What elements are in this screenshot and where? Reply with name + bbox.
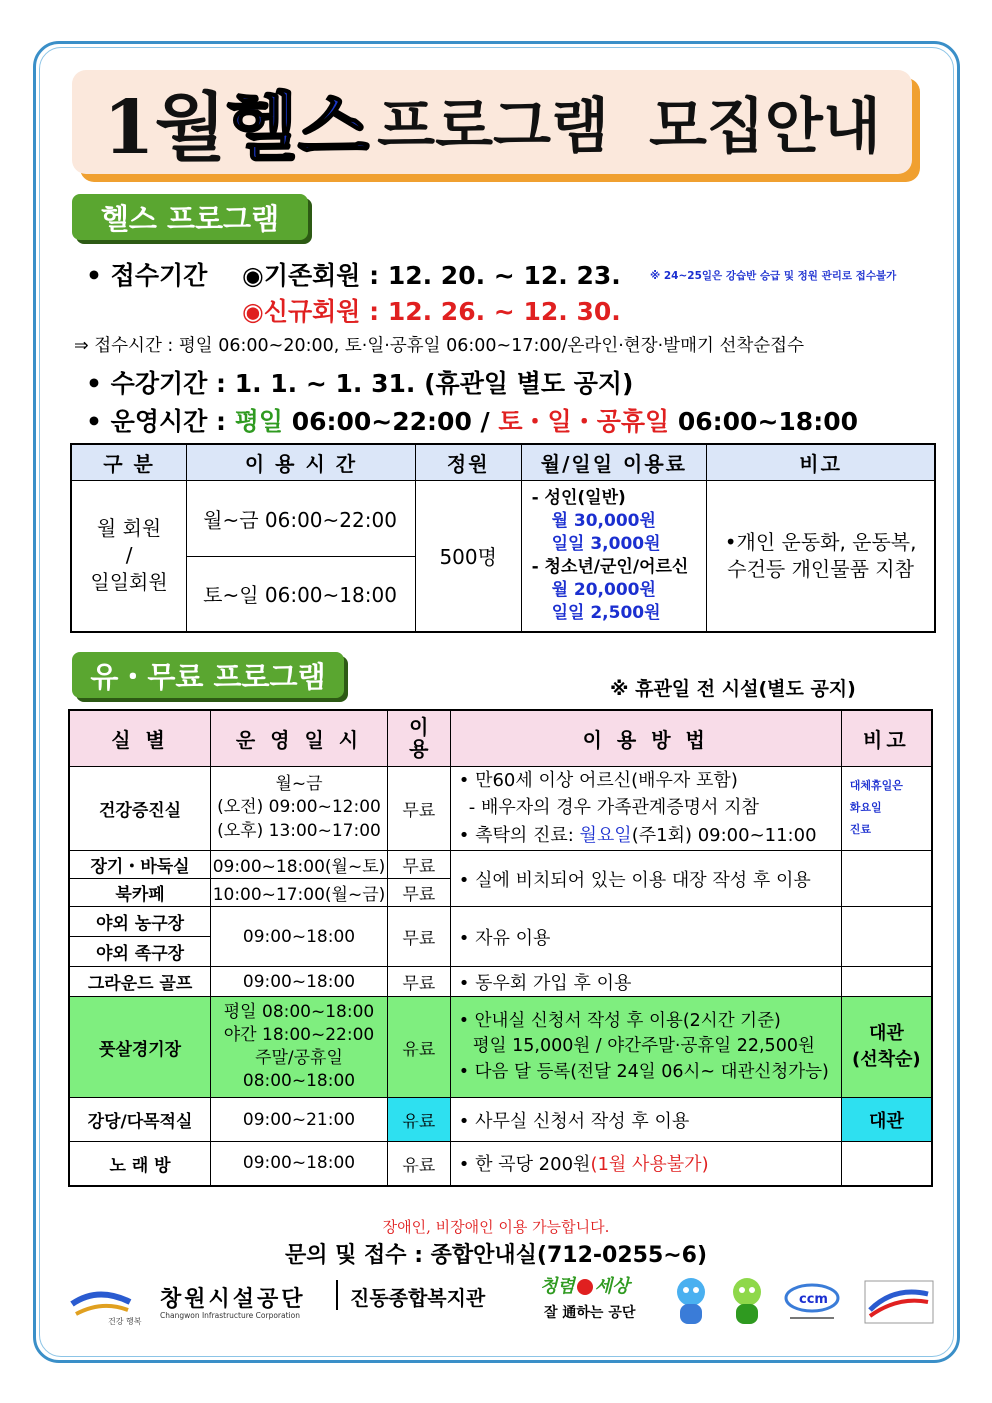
t2-header-note: 비고 xyxy=(841,710,932,766)
room-time: 09:00~18:00 xyxy=(211,967,388,997)
futsal-method-3: • 다음 달 등록(전달 24일 06시~ 대관신청가능) xyxy=(458,1061,829,1082)
t1-fee-cell xyxy=(521,480,707,632)
paid-section-tab: 유・무료 프로그램 xyxy=(72,652,344,698)
op-weekday-label: 평일 xyxy=(234,407,284,436)
t1-fee-adult-label: - 성인(일반) xyxy=(531,487,626,508)
room-fee: 유료 xyxy=(387,997,450,1098)
room-name: 그라운드 골프 xyxy=(69,967,211,997)
room-method: • 실에 비치되어 있는 이용 대장 작성 후 이용 xyxy=(450,851,841,907)
room-time: 09:00~18:00 xyxy=(211,1142,388,1186)
room-note xyxy=(841,851,932,907)
health-method-1: • 만60세 이상 어르신(배우자 포함) xyxy=(458,769,738,791)
table-row xyxy=(69,766,932,851)
room-name: 북카페 xyxy=(69,879,211,907)
t1-capacity: 500명 xyxy=(415,480,521,632)
course-period: • 수강기간 : 1. 1. ~ 1. 31. (휴관일 별도 공지) xyxy=(86,369,634,398)
room-fee: 유료 xyxy=(387,1098,450,1142)
t1-fee-adult-day: 일일 3,000원 xyxy=(551,533,661,554)
room-note: 대관 (선착순) xyxy=(841,997,932,1098)
footer-contact: 문의 및 접수 : 종합안내실(712-0255~6) xyxy=(284,1243,708,1268)
divider xyxy=(336,1280,338,1310)
room-name: 건강증진실 xyxy=(69,766,211,851)
t1-category: 월 회원 / 일일회원 xyxy=(71,480,187,632)
room-time: 10:00~17:00(월~금) xyxy=(211,879,388,907)
room-time: 09:00~21:00 xyxy=(211,1098,388,1142)
room-note xyxy=(841,967,932,997)
title-month: 1월 xyxy=(103,85,227,171)
room-time: 평일 08:00~18:00 야간 18:00~22:00 주말/공휴일 08:00~18:00 xyxy=(211,997,388,1098)
title-program: 프로그램 xyxy=(377,92,609,162)
room-fee: 무료 xyxy=(387,851,450,879)
t1-header-note: 비고 xyxy=(707,444,935,480)
t2-header-time: 운 영 일 시 xyxy=(211,710,388,766)
reg-existing-note: ※ 24~25일은 강습반 승급 및 정원 관리로 접수불가 xyxy=(650,270,897,282)
closed-day-note: ※ 휴관일 전 시설(별도 공지) xyxy=(610,678,856,700)
table-row xyxy=(69,1098,932,1142)
op-weekend-label: 토・일・공휴일 xyxy=(498,407,670,436)
room-name: 야외 농구장 xyxy=(69,907,211,937)
futsal-method-2: 평일 15,000원 / 야간주말·공휴일 22,500원 xyxy=(472,1036,815,1057)
room-note: 대관 xyxy=(841,1098,932,1142)
health-method-3: • 촉탁의 진료: 월요일(주1회) 09:00~11:00 xyxy=(458,825,817,847)
logo1-text: 건강 행복 xyxy=(108,1317,142,1326)
room-name: 야외 족구장 xyxy=(69,937,211,967)
t1-fee-youth-month: 월 20,000원 xyxy=(551,579,656,600)
t1-fee-adult-month: 월 30,000원 xyxy=(551,510,656,531)
certification-logo-icon xyxy=(864,1280,934,1324)
op-weekday-time: 06:00~22:00 / xyxy=(291,407,490,436)
room-note xyxy=(841,907,932,967)
slogan: 청렴 세상 xyxy=(540,1276,630,1297)
mascot-green-icon xyxy=(724,1276,770,1328)
ccm-text: ccm xyxy=(799,1292,828,1307)
facility-table xyxy=(68,709,933,1187)
health-section-tab: 헬스 프로그램 xyxy=(72,194,308,240)
reg-time: ⇒ 접수시간 : 평일 06:00~20:00, 토·일·공휴일 06:00~17:00/온라인·현장·발매기 선착순접수 xyxy=(74,336,804,356)
table-row xyxy=(69,967,932,997)
room-fee: 무료 xyxy=(387,766,450,851)
room-fee: 무료 xyxy=(387,879,450,907)
room-method xyxy=(450,997,841,1098)
room-method: • 동우회 가입 후 이용 xyxy=(450,967,841,997)
room-method: • 사무실 신청서 작성 후 이용 xyxy=(450,1098,841,1142)
room-method xyxy=(450,766,841,851)
t1-note: •개인 운동화, 운동복, 수건등 개인물품 지참 xyxy=(707,480,935,632)
reg-period-label: • 접수기간 xyxy=(86,261,208,290)
room-name: 장기・바둑실 xyxy=(69,851,211,879)
room-fee: 무료 xyxy=(387,967,450,997)
room-method: • 한 곡당 200원(1월 사용불가) xyxy=(450,1142,841,1186)
t1-header-time: 이 용 시 간 xyxy=(187,444,416,480)
org-name: 창원시설공단 xyxy=(160,1287,306,1312)
t1-header-capacity: 정원 xyxy=(415,444,521,480)
page-title xyxy=(72,70,912,174)
footer-logos xyxy=(68,1278,938,1330)
futsal-method-1: • 안내실 신청서 작성 후 이용(2시간 기준) xyxy=(458,1011,781,1032)
t1-fee-youth-label: - 청소년/군인/어르신 xyxy=(531,556,689,577)
room-note xyxy=(841,1142,932,1186)
table-row xyxy=(69,997,932,1098)
op-label: • 운영시간 : xyxy=(86,407,226,436)
health-method-2: - 배우자의 경우 가족관계증명서 지참 xyxy=(468,797,759,819)
table-row xyxy=(69,851,932,879)
center-name: 진동종합복지관 xyxy=(350,1286,486,1310)
room-time: 09:00~18:00(월~토) xyxy=(211,851,388,879)
room-time: 09:00~18:00 xyxy=(211,907,388,967)
room-method: • 자유 이용 xyxy=(450,907,841,967)
title-notice: 모집안내 xyxy=(648,92,881,162)
health-happy-logo-icon xyxy=(68,1284,142,1328)
t2-header-fee: 이 용 xyxy=(387,710,450,766)
op-hours xyxy=(86,402,858,438)
ccm-logo-icon xyxy=(782,1282,842,1326)
reg-existing: ◉기존회원 : 12. 20. ~ 12. 23. xyxy=(242,261,621,290)
org-sub: Changwon Infrastructure Corporation xyxy=(160,1311,300,1320)
room-note: 대체휴일은 화요일 진료 xyxy=(841,766,932,851)
t1-time-weekend: 토~일 06:00~18:00 xyxy=(187,556,416,632)
room-name: 풋살경기장 xyxy=(69,997,211,1098)
t1-header-fee: 월/일일 이용료 xyxy=(521,444,707,480)
t1-header-category: 구 분 xyxy=(71,444,187,480)
slogan2: 잘 通하는 공단 xyxy=(544,1305,636,1321)
mascot-blue-icon xyxy=(668,1276,714,1328)
t1-time-weekday: 월~금 06:00~22:00 xyxy=(187,480,416,556)
op-weekend-time: 06:00~18:00 xyxy=(677,407,858,436)
room-time: 월~금 (오전) 09:00~12:00 (오후) 13:00~17:00 xyxy=(211,766,388,851)
t1-fee-youth-day: 일일 2,500원 xyxy=(551,602,661,623)
slogan-dot-icon xyxy=(577,1279,593,1295)
t2-header-method: 이 용 방 법 xyxy=(450,710,841,766)
reg-new: ◉신규회원 : 12. 26. ~ 12. 30. xyxy=(242,297,621,326)
title-health: 헬스 xyxy=(226,85,370,171)
health-fee-table xyxy=(70,443,936,633)
table-row xyxy=(69,907,932,937)
room-name: 노 래 방 xyxy=(69,1142,211,1186)
room-name: 강당/다목적실 xyxy=(69,1098,211,1142)
room-fee: 무료 xyxy=(387,907,450,967)
t2-header-room: 실 별 xyxy=(69,710,211,766)
table-row xyxy=(69,1142,932,1186)
footer-accessibility-note: 장애인, 비장애인 이용 가능합니다. xyxy=(382,1218,610,1236)
room-fee: 유료 xyxy=(387,1142,450,1186)
